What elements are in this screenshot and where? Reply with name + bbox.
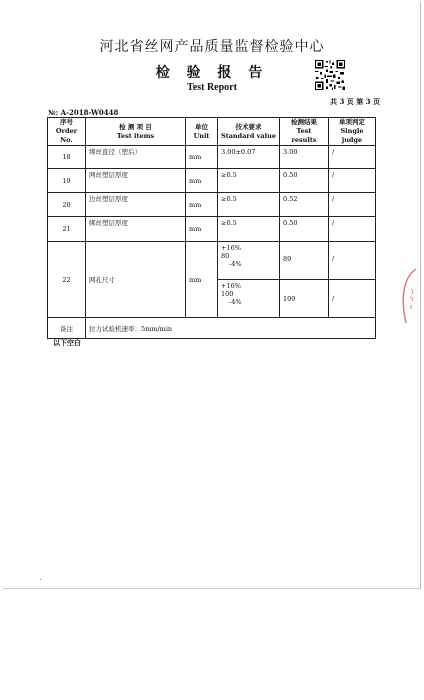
cell-unit: mm <box>186 169 218 193</box>
blank-below-note: 以下空白 <box>53 338 81 347</box>
cell-judge: / <box>329 242 376 280</box>
cell-judge: / <box>329 280 376 318</box>
cell-judge: / <box>329 193 376 217</box>
report-title-cn: 检 验 报 告 <box>155 65 269 81</box>
column-header-results: 检测结果 Test results <box>280 118 329 146</box>
cell-unit: mm <box>186 193 218 217</box>
std-nominal: 80 <box>221 252 230 260</box>
qr-code-icon <box>315 60 345 90</box>
cell-result: 0.52 <box>280 193 329 217</box>
cell-item: 网丝塑层厚度 <box>86 169 186 193</box>
std-minus-tolerance: -4% <box>229 298 242 306</box>
cell-standard <box>218 280 280 318</box>
cell-standard: ≥0.5 <box>218 193 280 217</box>
table-row <box>48 217 376 242</box>
cell-order: 18 <box>48 146 86 169</box>
scan-speck <box>40 579 41 580</box>
cell-judge: / <box>329 169 376 193</box>
table-row <box>48 169 376 193</box>
organization-title: 河北省丝网产品质量监督检验中心 <box>99 39 325 55</box>
cell-result: 89 <box>280 242 329 280</box>
std-minus-tolerance: -4% <box>229 260 242 268</box>
cell-standard: ≥0.5 <box>218 217 280 242</box>
results-table <box>47 117 376 339</box>
column-header-order: 序号 Order No. <box>48 118 86 146</box>
cell-standard: ≥0.5 <box>218 169 280 193</box>
page-indicator: 共 3 页 第 3 页 <box>330 97 380 106</box>
column-header-judge: 单项判定 Single judge <box>329 118 376 146</box>
cell-order: 22 <box>48 242 86 318</box>
std-nominal: 100 <box>221 290 234 298</box>
cell-order: 20 <box>48 193 86 217</box>
column-header-standard: 技术要求 Standard value <box>218 118 280 146</box>
table-row-remarks <box>48 318 376 339</box>
std-plus-tolerance: +16% <box>221 244 241 252</box>
cell-order: 19 <box>48 169 86 193</box>
cell-judge: / <box>329 146 376 169</box>
std-plus-tolerance: +16% <box>221 282 241 290</box>
red-seal-stamp-icon <box>396 267 418 327</box>
report-title-en: Test Report <box>187 82 237 93</box>
cell-result: 0.50 <box>280 169 329 193</box>
table-row <box>48 193 376 217</box>
column-header-unit: 单位 Unit <box>186 118 218 146</box>
cell-item: 绑丝塑层厚度 <box>86 217 186 242</box>
cell-item: 绑丝直径（塑后） <box>86 146 186 169</box>
remarks-label: 备注 <box>48 318 86 339</box>
table-row-mesh <box>48 242 376 280</box>
cell-unit: mm <box>186 242 218 318</box>
column-header-items: 检 测 项 目 Test items <box>86 118 186 146</box>
cell-result: 109 <box>280 280 329 318</box>
cell-unit: mm <box>186 217 218 242</box>
cell-item: 网孔尺寸 <box>86 242 186 318</box>
cell-standard <box>218 242 280 280</box>
cell-standard: 3.00±0.07 <box>218 146 280 169</box>
cell-result: 0.50 <box>280 217 329 242</box>
cell-result: 3.00 <box>280 146 329 169</box>
report-number: №: A-2018-W0448 <box>48 108 119 117</box>
cell-item: 边丝塑层厚度 <box>86 193 186 217</box>
remarks-text: 拉力试验机速率：5mm/min <box>86 318 376 339</box>
table-header-row <box>48 118 376 146</box>
cell-order: 21 <box>48 217 86 242</box>
cell-judge: / <box>329 217 376 242</box>
cell-unit: mm <box>186 146 218 169</box>
table-row <box>48 146 376 169</box>
